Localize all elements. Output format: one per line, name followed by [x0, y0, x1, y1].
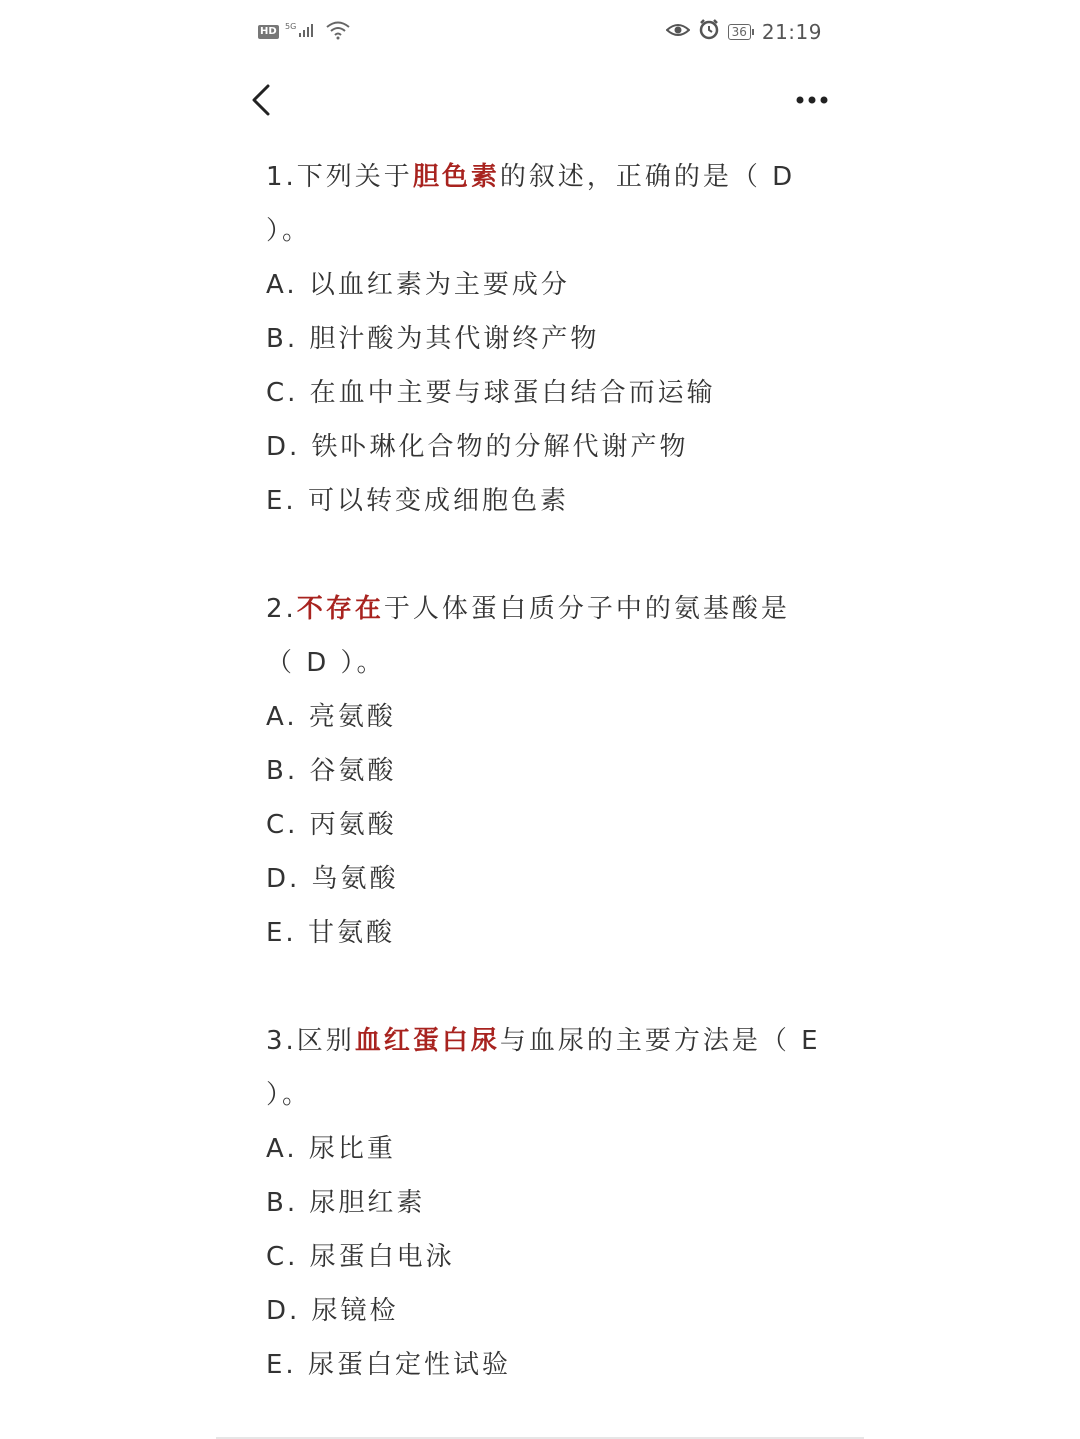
spacer: [266, 528, 826, 582]
option-a: A. 以血红素为主要成分: [266, 270, 570, 300]
chevron-left-icon: [246, 82, 282, 118]
question-suffix: 于人体蛋白质分子中的氨基酸是: [383, 594, 790, 624]
wifi-icon: [325, 20, 351, 44]
status-bar: [216, 0, 864, 62]
question-2: [266, 582, 826, 960]
status-left: [258, 20, 351, 44]
hd-badge: HD: [260, 26, 277, 37]
option-b: B. 胆汁酸为其代谢终产物: [266, 324, 600, 354]
clock: 21:19: [761, 19, 822, 44]
option-b: B. 谷氨酸: [266, 756, 397, 786]
option-a: A. 尿比重: [266, 1134, 396, 1164]
nav-bar: [216, 70, 864, 130]
svg-text:5G: 5G: [284, 22, 296, 31]
more-options-button[interactable]: [794, 88, 834, 112]
question-prefix: 3.区别: [266, 1026, 355, 1056]
option-d: D. 尿镜检: [266, 1296, 399, 1326]
eye-icon: [666, 20, 690, 44]
article-content: [266, 150, 826, 1392]
question-continuation: （ D ）。: [266, 648, 386, 678]
question-prefix: 1.下列关于: [266, 162, 413, 192]
battery-tip: [752, 29, 754, 35]
alarm-icon: [698, 18, 720, 45]
question-3: [266, 1014, 826, 1392]
question-suffix: 的叙述，正确的是（ D: [499, 162, 796, 192]
battery-level: 36: [728, 24, 751, 40]
question-prefix: 2.: [266, 594, 297, 624]
option-d: D. 鸟氨酸: [266, 864, 399, 894]
phone-screen: [216, 0, 864, 1439]
question-highlight: 血红蛋白尿: [354, 1026, 500, 1056]
question-text: [266, 1014, 826, 1068]
battery-icon: [728, 24, 754, 40]
question-highlight: 不存在: [296, 594, 384, 624]
question-text: [266, 150, 826, 204]
status-right: [666, 18, 822, 45]
option-e: E. 可以转变成细胞色素: [266, 486, 569, 516]
option-b: B. 尿胆红素: [266, 1188, 426, 1218]
signal-icon: [285, 21, 319, 43]
question-1: [266, 150, 826, 528]
question-text: [266, 582, 826, 636]
option-c: C. 尿蛋白电泳: [266, 1242, 455, 1272]
option-a: A. 亮氨酸: [266, 702, 396, 732]
option-c: C. 在血中主要与球蛋白结合而运输: [266, 378, 716, 408]
option-d: D. 铁卟琳化合物的分解代谢产物: [266, 432, 689, 462]
question-continuation: ）。: [266, 216, 312, 246]
option-e: E. 甘氨酸: [266, 918, 395, 948]
question-suffix: 与血尿的主要方法是（ E: [499, 1026, 821, 1056]
question-highlight: 胆色素: [412, 162, 500, 192]
more-horizontal-icon: [794, 88, 834, 112]
spacer: [266, 960, 826, 1014]
option-e: E. 尿蛋白定性试验: [266, 1350, 511, 1380]
back-button[interactable]: [246, 82, 282, 118]
question-continuation: ）。: [266, 1080, 312, 1110]
option-c: C. 丙氨酸: [266, 810, 397, 840]
